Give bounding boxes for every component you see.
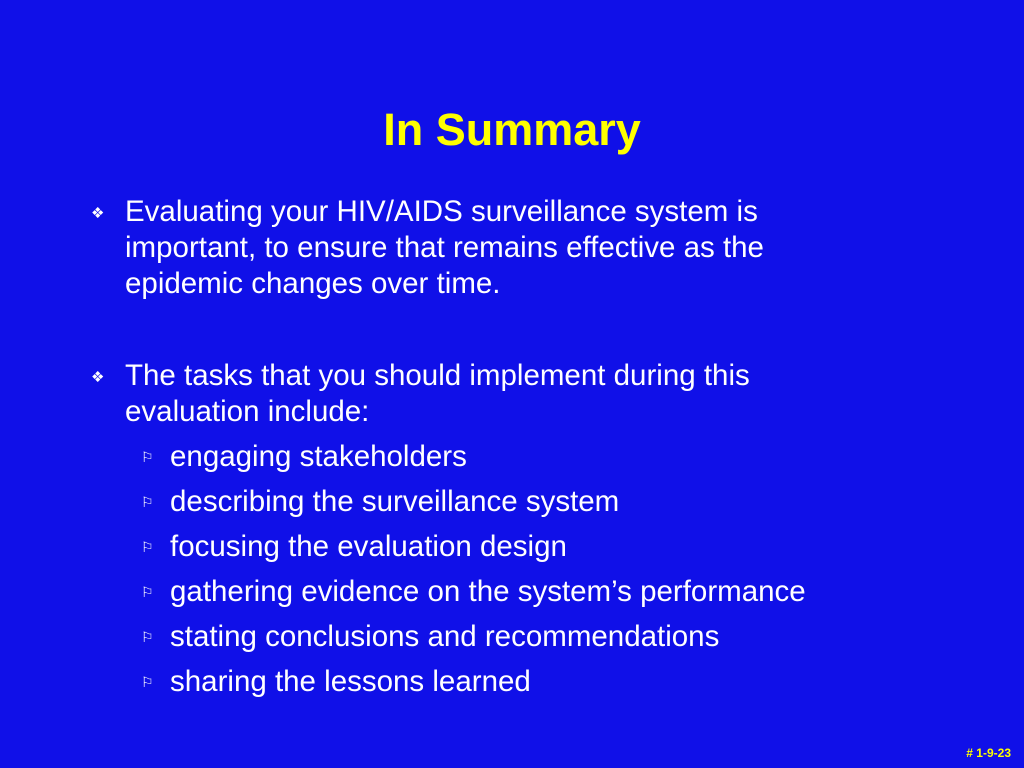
sub-bullet-flag-icon: ⚐ — [141, 494, 154, 510]
sub-bullet-flag-icon: ⚐ — [141, 449, 154, 465]
slide-title: In Summary — [383, 104, 641, 155]
bullet-diamond-icon: ❖ — [91, 369, 105, 386]
sub-item-6: sharing the lessons learned — [170, 665, 531, 698]
sub-item-3: focusing the evaluation design — [170, 530, 567, 563]
bullet-1-line-1: Evaluating your HIV/AIDS surveillance system is — [125, 195, 758, 228]
sub-item-2: describing the surveillance system — [170, 485, 620, 518]
bullet-1-line-3: epidemic changes over time. — [125, 267, 501, 300]
sub-bullet-flag-icon: ⚐ — [141, 539, 154, 555]
bullet-1-line-2: important, to ensure that remains effective as the — [125, 231, 764, 264]
sub-item-4: gathering evidence on the system’s performance — [170, 575, 806, 608]
sub-bullet-flag-icon: ⚐ — [141, 674, 154, 690]
sub-item-5: stating conclusions and recommendations — [170, 620, 720, 653]
bullet-2-line-2: evaluation include: — [125, 395, 370, 428]
sub-bullet-flag-icon: ⚐ — [141, 629, 154, 645]
slide-number: # 1-9-23 — [966, 746, 1011, 760]
sub-item-1: engaging stakeholders — [170, 440, 467, 473]
bullet-2-line-1: The tasks that you should implement during this — [125, 359, 750, 392]
sub-bullet-flag-icon: ⚐ — [141, 584, 154, 600]
bullet-diamond-icon: ❖ — [91, 205, 105, 222]
